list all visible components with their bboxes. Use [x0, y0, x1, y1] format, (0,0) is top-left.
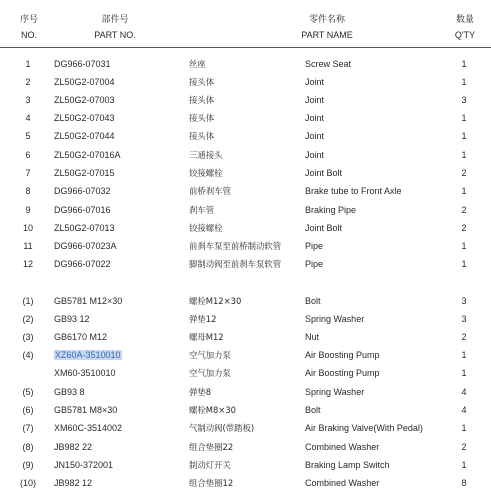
cell-part: DG966-07016 — [54, 205, 111, 215]
cell-en: Spring Washer — [305, 314, 365, 324]
cell-cn: 螺栓M12×30 — [189, 296, 242, 306]
cell-part: GB5781 M8×30 — [54, 405, 118, 415]
cell-cn: 空气加力泵 — [189, 368, 231, 378]
cell-no: (7) — [22, 423, 34, 433]
cell-no: (1) — [22, 296, 34, 306]
table-row — [0, 292, 491, 310]
cell-qty: 3 — [461, 95, 467, 105]
cell-en: Joint — [305, 131, 325, 141]
cell-cn: 刹车管 — [189, 205, 215, 215]
table-row — [0, 401, 491, 419]
cell-cn: 组合垫圈22 — [189, 442, 234, 452]
cell-en: Spring Washer — [305, 387, 365, 397]
cell-cn: 弹垫12 — [189, 314, 217, 324]
cell-qty: 1 — [461, 131, 467, 141]
cell-cn: 制动灯开关 — [189, 460, 231, 470]
cell-part: ZL50G2-07044 — [54, 131, 115, 141]
cell-no: 10 — [22, 223, 33, 233]
cell-qty: 1 — [461, 423, 467, 433]
cell-cn: 铰接螺栓 — [189, 168, 223, 178]
cell-qty: 1 — [461, 59, 467, 69]
header-no-cn: 序号 — [19, 14, 38, 24]
cell-en: Braking Lamp Switch — [305, 460, 390, 470]
cell-qty: 3 — [461, 296, 467, 306]
table-row — [0, 73, 491, 91]
cell-no: (2) — [22, 314, 34, 324]
cell-no: (4) — [22, 350, 34, 360]
cell-cn: 接头体 — [189, 131, 215, 141]
cell-en: Nut — [305, 332, 320, 342]
cell-qty: 1 — [461, 460, 467, 470]
cell-part: GB93 12 — [54, 314, 90, 324]
table-row — [0, 456, 491, 474]
cell-cn: 前刹车泵至前桥制动软管 — [189, 241, 282, 251]
cell-no: (5) — [22, 387, 34, 397]
cell-no: (9) — [22, 460, 34, 470]
cell-part: ZL50G2-07043 — [54, 113, 115, 123]
cell-en: Pipe — [305, 259, 324, 269]
cell-part: DG966-07032 — [54, 186, 111, 196]
header-part-en: PART NO. — [94, 30, 136, 40]
cell-part: DG966-07031 — [54, 59, 111, 69]
cell-part: ZL50G2-07003 — [54, 95, 115, 105]
header-qty-cn: 数量 — [455, 14, 474, 24]
cell-cn: 空气加力泵 — [189, 350, 231, 360]
cell-qty: 2 — [461, 442, 467, 452]
cell-qty: 1 — [461, 186, 467, 196]
table-row — [0, 419, 491, 437]
cell-en: Screw Seat — [305, 59, 352, 69]
cell-no: 4 — [25, 113, 31, 123]
table-row — [0, 346, 491, 364]
table-row — [0, 383, 491, 401]
header-name-cn: 零件名称 — [308, 14, 345, 24]
cell-no: (10) — [19, 478, 36, 488]
cell-qty: 1 — [461, 113, 467, 123]
cell-en: Air Braking Valve(With Pedal) — [305, 423, 423, 433]
table-row — [0, 237, 491, 255]
cell-no: 6 — [25, 150, 31, 160]
cell-part: ZL50G2-07016A — [54, 150, 121, 160]
cell-en: Air Boosting Pump — [305, 368, 380, 378]
cell-qty: 1 — [461, 77, 467, 87]
cell-en: Joint — [305, 77, 325, 87]
table-row — [0, 182, 491, 200]
cell-en: Brake tube to Front Axle — [305, 186, 402, 196]
cell-en: Air Boosting Pump — [305, 350, 380, 360]
cell-en: Combined Washer — [305, 442, 380, 452]
table-row — [0, 364, 491, 382]
cell-qty: 1 — [461, 150, 467, 160]
table-row — [0, 328, 491, 346]
cell-part: XM60-3510010 — [54, 368, 116, 378]
cell-en: Joint Bolt — [305, 168, 343, 178]
table-row — [0, 310, 491, 328]
cell-qty: 4 — [461, 405, 467, 415]
cell-no: 11 — [23, 241, 33, 251]
cell-part: ZL50G2-07013 — [54, 223, 115, 233]
table-row — [0, 146, 491, 164]
cell-part: GB93 8 — [54, 387, 85, 397]
table-row — [0, 109, 491, 127]
cell-part: JB982 12 — [54, 478, 93, 488]
cell-cn: 接头体 — [189, 113, 215, 123]
cell-en: Joint Bolt — [305, 223, 343, 233]
cell-cn: 螺母M12 — [189, 332, 224, 342]
cell-cn: 接头体 — [189, 77, 215, 87]
cell-qty: 1 — [461, 259, 467, 269]
cell-part: GB5781 M12×30 — [54, 296, 123, 306]
cell-qty: 1 — [461, 241, 467, 251]
cell-en: Joint — [305, 95, 325, 105]
cell-qty: 1 — [461, 368, 467, 378]
table-row — [0, 55, 491, 73]
cell-no: (8) — [22, 442, 34, 452]
cell-no: (3) — [22, 332, 34, 342]
cell-no: 5 — [25, 131, 31, 141]
cell-en: Joint — [305, 113, 325, 123]
cell-qty: 2 — [461, 223, 467, 233]
cell-part: DG966-07023A — [54, 241, 117, 251]
cell-cn: 铰接螺栓 — [189, 223, 223, 233]
cell-no: 12 — [22, 259, 33, 269]
cell-qty: 2 — [461, 332, 467, 342]
cell-cn: 气制动阀(带踏板) — [189, 423, 255, 433]
cell-part: XM60C-3514002 — [54, 423, 123, 433]
table-row — [0, 255, 491, 273]
cell-cn: 组合垫圈12 — [189, 478, 234, 488]
cell-cn: 前桥刹车管 — [189, 186, 231, 196]
cell-cn: 弹垫8 — [189, 387, 212, 397]
cell-no: 8 — [25, 186, 31, 196]
cell-part — [54, 346, 122, 364]
cell-qty: 2 — [461, 168, 467, 178]
table-row — [0, 438, 491, 456]
header-qty-en: Q'TY — [454, 30, 476, 40]
header-name-en: PART NAME — [301, 30, 353, 40]
cell-part: DG966-07022 — [54, 259, 111, 269]
highlighted-part-number[interactable]: XZ60A-3510010 — [55, 350, 121, 360]
table-row — [0, 201, 491, 219]
table-row — [0, 474, 491, 492]
cell-no: 7 — [25, 168, 31, 178]
cell-en: Joint — [305, 150, 325, 160]
table-row — [0, 127, 491, 145]
table-row — [0, 91, 491, 109]
table-row — [0, 219, 491, 237]
cell-no: 3 — [25, 95, 31, 105]
cell-part: ZL50G2-07004 — [54, 77, 115, 87]
cell-en: Pipe — [305, 241, 324, 251]
cell-qty: 2 — [461, 205, 467, 215]
cell-part: ZL50G2-07015 — [54, 168, 115, 178]
cell-no: 9 — [25, 205, 31, 215]
cell-qty: 8 — [461, 478, 467, 488]
cell-cn: 三通接头 — [189, 150, 223, 160]
cell-cn: 脚制动阀至前刹车泵软管 — [189, 259, 282, 269]
cell-qty: 3 — [461, 314, 467, 324]
cell-qty: 1 — [461, 350, 467, 360]
table-row — [0, 164, 491, 182]
cell-part: JN150-372001 — [54, 460, 114, 470]
cell-cn: 接头体 — [189, 95, 215, 105]
cell-no: 1 — [25, 59, 31, 69]
cell-en: Braking Pipe — [305, 205, 357, 215]
header-part-cn: 部件号 — [101, 14, 129, 24]
cell-cn: 螺栓M8×30 — [189, 405, 236, 415]
cell-cn: 丝座 — [189, 59, 206, 69]
header-no-en: NO. — [20, 30, 37, 40]
cell-en: Combined Washer — [305, 478, 380, 488]
cell-en: Bolt — [305, 405, 321, 415]
cell-qty: 4 — [461, 387, 467, 397]
cell-part: JB982 22 — [54, 442, 93, 452]
cell-en: Bolt — [305, 296, 321, 306]
cell-no: 2 — [25, 77, 31, 87]
cell-no: (6) — [22, 405, 34, 415]
cell-part: GB6170 M12 — [54, 332, 108, 342]
